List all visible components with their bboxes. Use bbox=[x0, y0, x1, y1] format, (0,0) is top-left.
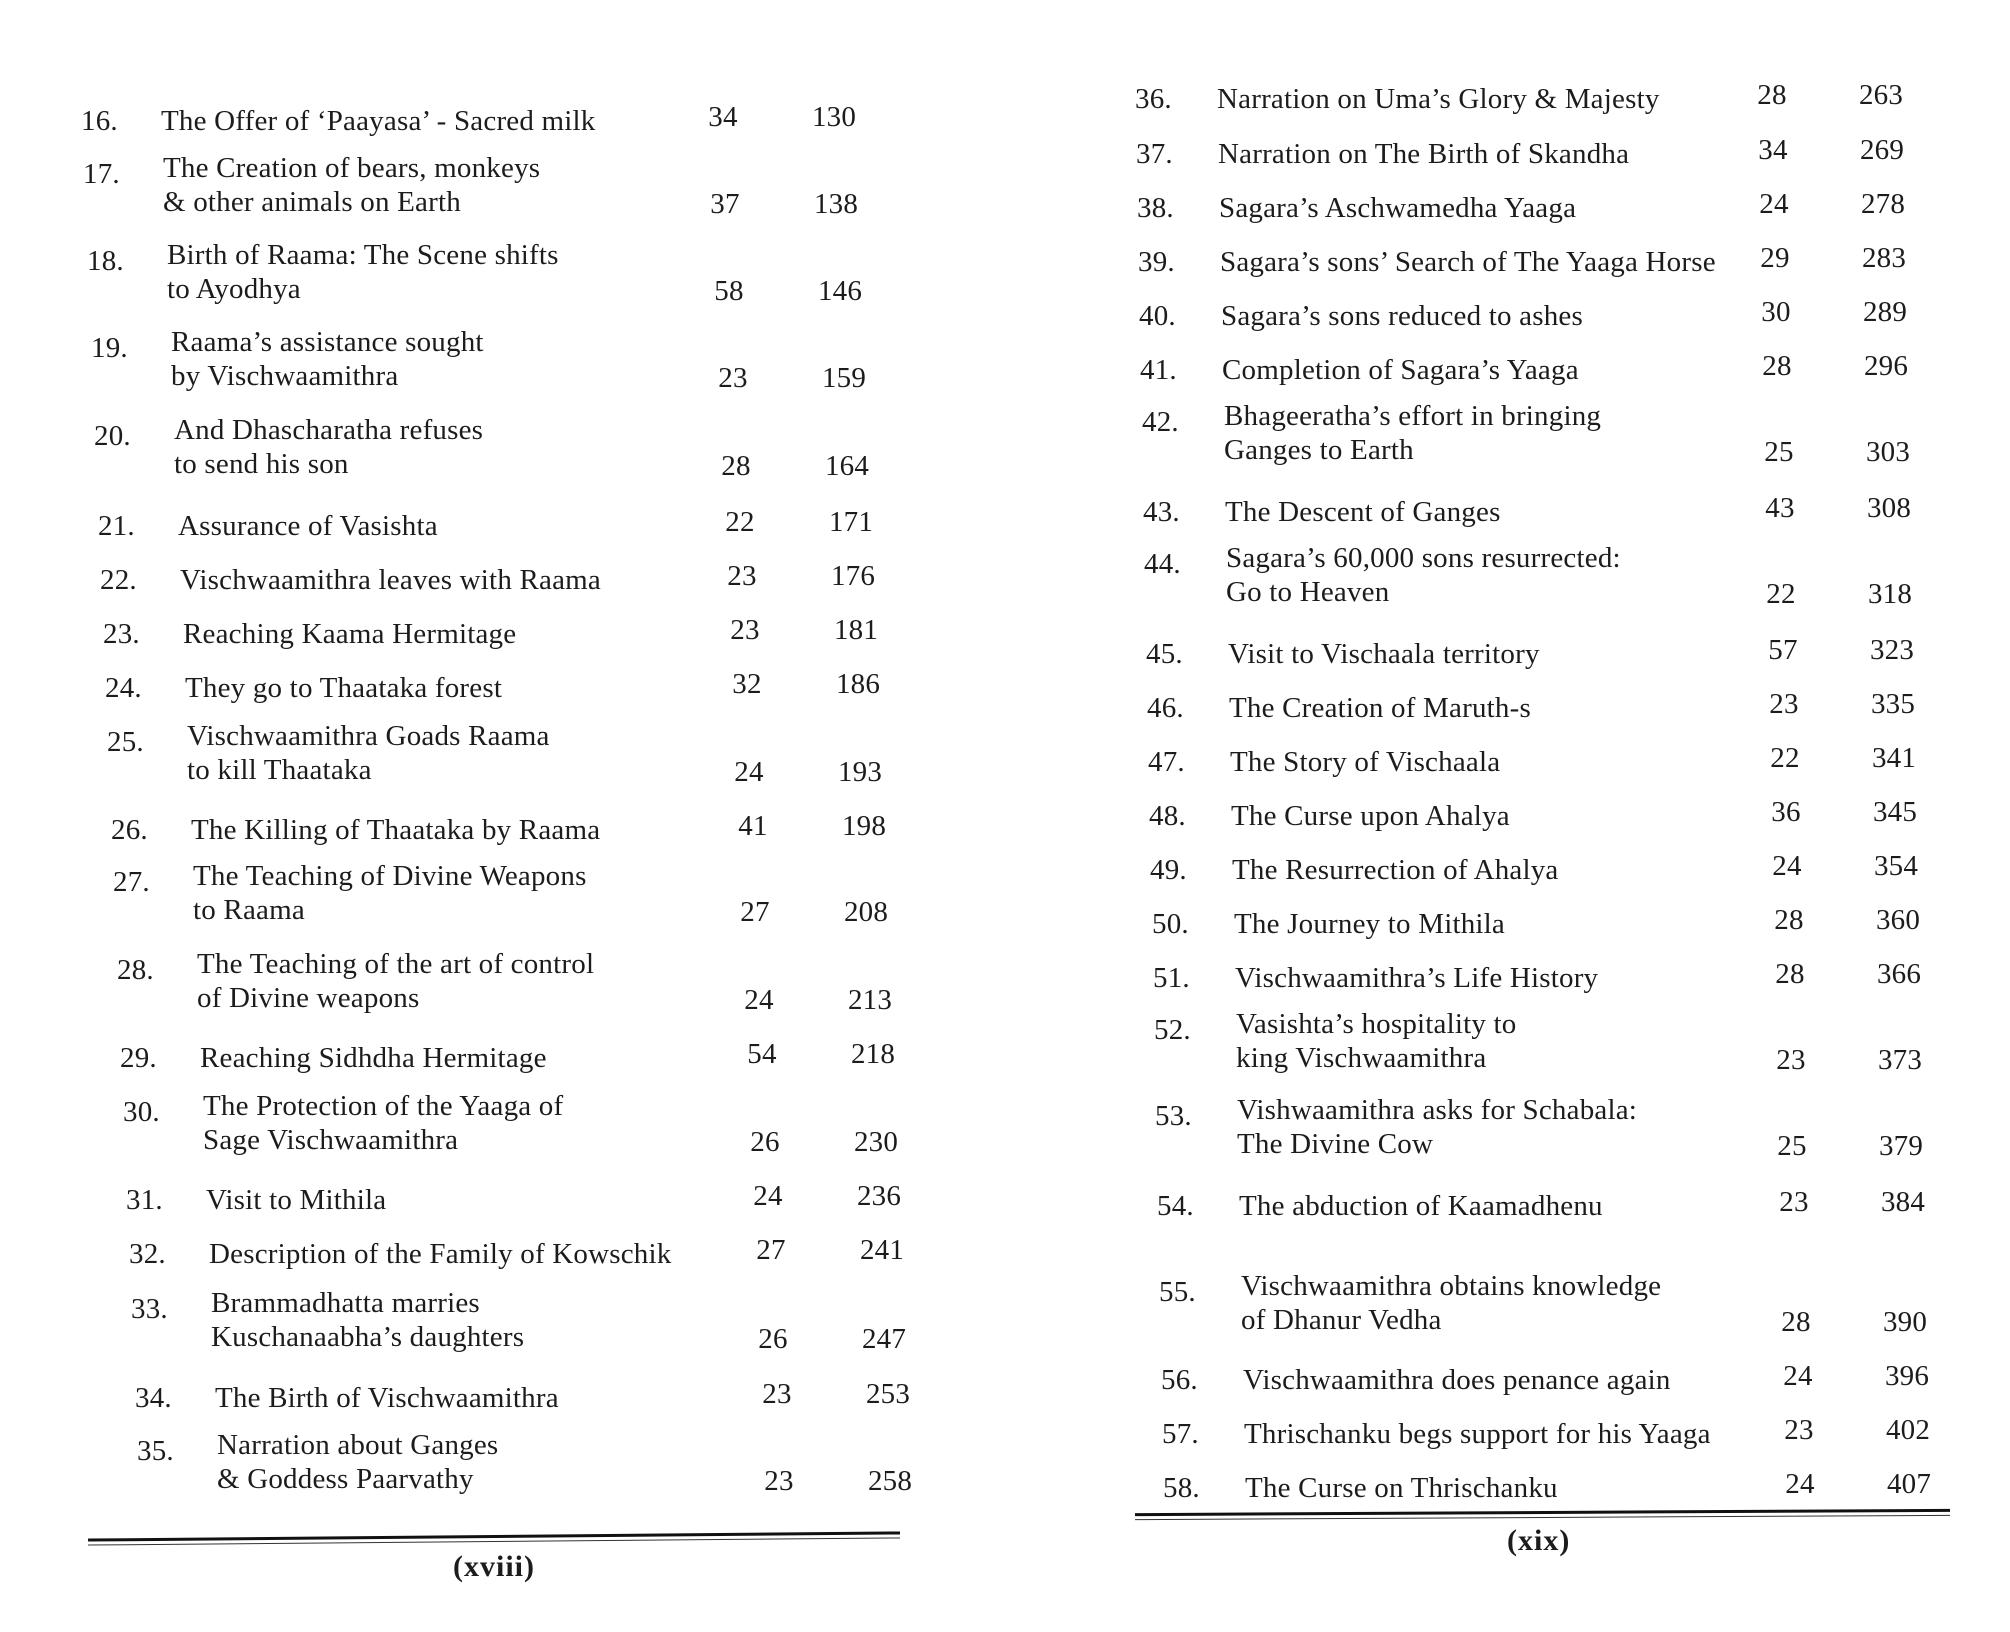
chapter-title bbox=[1230, 745, 1500, 779]
page-reference: 241 bbox=[859, 1234, 905, 1266]
verse-count: 23 bbox=[1784, 1414, 1814, 1446]
page-reference: 396 bbox=[1884, 1360, 1930, 1392]
verse-count: 29 bbox=[1760, 242, 1790, 274]
verse-count: 41 bbox=[738, 810, 768, 842]
chapter-title bbox=[1232, 853, 1559, 887]
chapter-title-line: Vischwaamithra leaves with Raama bbox=[180, 564, 601, 596]
chapter-number: 49. bbox=[1150, 854, 1187, 886]
chapter-title bbox=[1217, 82, 1660, 116]
page-reference: 278 bbox=[1860, 188, 1906, 220]
chapter-number: 51. bbox=[1153, 962, 1190, 994]
chapter-number: 58. bbox=[1163, 1472, 1200, 1504]
chapter-title bbox=[1245, 1471, 1558, 1505]
chapter-title bbox=[1239, 1189, 1603, 1223]
verse-count: 23 bbox=[762, 1378, 792, 1410]
page-reference: 130 bbox=[811, 101, 857, 133]
verse-count: 23 bbox=[1769, 688, 1799, 720]
chapter-title-line: Go to Heaven bbox=[1226, 576, 1390, 608]
verse-count: 24 bbox=[1785, 1468, 1815, 1500]
page-reference: 289 bbox=[1862, 296, 1908, 328]
chapter-title-line: Sagara’s 60,000 sons resurrected: bbox=[1226, 542, 1621, 574]
page-reference: 181 bbox=[833, 614, 879, 646]
chapter-title-line: of Divine weapons bbox=[197, 982, 420, 1014]
page-reference: 341 bbox=[1871, 742, 1917, 774]
page-reference: 335 bbox=[1870, 688, 1916, 720]
chapter-title-line: Birth of Raama: The Scene shifts bbox=[167, 239, 559, 271]
chapter-title bbox=[178, 509, 438, 543]
verse-count: 23 bbox=[727, 560, 757, 592]
chapter-title bbox=[206, 1183, 386, 1217]
chapter-title-line: Vishwaamithra asks for Schabala: bbox=[1237, 1094, 1638, 1126]
page-reference: 198 bbox=[841, 810, 887, 842]
chapter-title-line: Raama’s assistance sought bbox=[171, 326, 484, 358]
verse-count: 54 bbox=[747, 1038, 777, 1070]
page-reference: 176 bbox=[830, 560, 876, 592]
verse-count: 26 bbox=[750, 1126, 780, 1158]
chapter-title-line: The Story of Vischaala bbox=[1230, 746, 1501, 778]
verse-count: 25 bbox=[1764, 436, 1794, 468]
page-reference: 186 bbox=[835, 668, 881, 700]
chapter-title-line: The abduction of Kaamadhenu bbox=[1239, 1190, 1603, 1222]
chapter-title bbox=[1226, 541, 1621, 609]
chapter-title bbox=[1229, 691, 1531, 725]
chapter-title-line: Bhageeratha’s effort in bringing bbox=[1224, 400, 1602, 432]
chapter-title-line: by Vischwaamithra bbox=[171, 360, 399, 392]
chapter-number: 33. bbox=[131, 1293, 168, 1325]
chapter-title bbox=[1221, 299, 1583, 333]
chapter-number: 52. bbox=[1154, 1014, 1191, 1046]
chapter-title bbox=[1244, 1417, 1711, 1451]
chapter-title bbox=[180, 563, 601, 597]
chapter-title-line: Vischwaamithra Goads Raama bbox=[187, 720, 550, 752]
chapter-title-line: to Raama bbox=[193, 894, 305, 926]
chapter-title bbox=[191, 813, 600, 847]
page-reference: 159 bbox=[821, 362, 867, 394]
chapter-number: 24. bbox=[105, 672, 142, 704]
page-reference: 323 bbox=[1869, 634, 1915, 666]
chapter-number: 16. bbox=[81, 105, 118, 137]
right-page bbox=[1000, 0, 2010, 1632]
page-reference: 308 bbox=[1866, 492, 1912, 524]
page-reference: 384 bbox=[1880, 1186, 1926, 1218]
chapter-title-line: Sagara’s sons reduced to ashes bbox=[1221, 300, 1583, 332]
chapter-title-line: And Dhascharatha refuses bbox=[174, 414, 484, 446]
page-reference: 345 bbox=[1872, 796, 1918, 828]
verse-count: 34 bbox=[1758, 134, 1788, 166]
verse-count: 57 bbox=[1768, 634, 1798, 666]
chapter-title bbox=[197, 947, 594, 1015]
chapter-title-line: The Creation of Maruth-s bbox=[1229, 692, 1531, 724]
verse-count: 32 bbox=[732, 668, 762, 700]
page-reference: 253 bbox=[865, 1378, 911, 1410]
chapter-number: 43. bbox=[1143, 496, 1180, 528]
verse-count: 24 bbox=[753, 1180, 783, 1212]
chapter-title bbox=[217, 1428, 498, 1496]
chapter-number: 30. bbox=[123, 1096, 160, 1128]
chapter-number: 41. bbox=[1140, 354, 1177, 386]
chapter-title bbox=[1220, 245, 1716, 279]
verse-count: 23 bbox=[764, 1465, 794, 1497]
chapter-title bbox=[1241, 1269, 1661, 1337]
verse-count: 24 bbox=[734, 756, 764, 788]
chapter-title-line: Description of the Family of Kowschik bbox=[209, 1238, 672, 1270]
verse-count: 23 bbox=[1779, 1186, 1809, 1218]
left-page bbox=[0, 0, 1000, 1632]
chapter-title bbox=[174, 413, 483, 481]
chapter-number: 46. bbox=[1147, 692, 1184, 724]
chapter-title-line: The Descent of Ganges bbox=[1225, 496, 1501, 528]
chapter-title-line: Kuschanaabha’s daughters bbox=[211, 1321, 525, 1353]
page-reference: 366 bbox=[1876, 958, 1922, 990]
chapter-title-line: & other animals on Earth bbox=[163, 186, 461, 218]
chapter-title bbox=[1235, 961, 1598, 995]
chapter-title-line: to send his son bbox=[174, 448, 349, 480]
chapter-title bbox=[193, 859, 587, 927]
verse-count: 22 bbox=[1766, 578, 1796, 610]
verse-count: 24 bbox=[744, 984, 774, 1016]
chapter-number: 28. bbox=[117, 954, 154, 986]
chapter-number: 25. bbox=[107, 726, 144, 758]
chapter-number: 40. bbox=[1139, 300, 1176, 332]
chapter-title-line: The Divine Cow bbox=[1237, 1128, 1434, 1160]
chapter-number: 35. bbox=[137, 1435, 174, 1467]
chapter-title-line: The Curse upon Ahalya bbox=[1231, 800, 1510, 832]
chapter-title bbox=[1228, 637, 1540, 671]
page-reference: 164 bbox=[824, 450, 870, 482]
page-reference: 171 bbox=[828, 506, 874, 538]
page-reference: 269 bbox=[1859, 134, 1905, 166]
footer-rule bbox=[88, 1531, 900, 1538]
page-reference: 208 bbox=[843, 896, 889, 928]
chapter-number: 48. bbox=[1149, 800, 1186, 832]
page-reference: 303 bbox=[1865, 436, 1911, 468]
chapter-number: 37. bbox=[1136, 138, 1173, 170]
chapter-number: 53. bbox=[1155, 1100, 1192, 1132]
page-reference: 402 bbox=[1885, 1414, 1931, 1446]
chapter-number: 44. bbox=[1144, 548, 1181, 580]
chapter-number: 50. bbox=[1152, 908, 1189, 940]
page-reference: 146 bbox=[817, 275, 863, 307]
chapter-title-line: Sagara’s Aschwamedha Yaaga bbox=[1219, 192, 1577, 224]
verse-count: 58 bbox=[714, 275, 744, 307]
verse-count: 28 bbox=[1781, 1306, 1811, 1338]
page-reference: 318 bbox=[1867, 578, 1913, 610]
page-reference: 236 bbox=[856, 1180, 902, 1212]
chapter-title bbox=[1237, 1093, 1637, 1161]
chapter-title bbox=[203, 1089, 563, 1157]
page-reference: 263 bbox=[1858, 79, 1904, 111]
chapter-title-line: The Teaching of Divine Weapons bbox=[193, 860, 587, 892]
chapter-number: 36. bbox=[1135, 83, 1172, 115]
footer-rule bbox=[1135, 1509, 1950, 1513]
chapter-title bbox=[1219, 191, 1576, 225]
chapter-title-line: Narration about Ganges bbox=[217, 1429, 499, 1461]
chapter-number: 34. bbox=[135, 1382, 172, 1414]
chapter-title bbox=[1234, 907, 1505, 941]
chapter-title bbox=[1218, 137, 1629, 171]
chapter-number: 54. bbox=[1157, 1190, 1194, 1222]
verse-count: 34 bbox=[708, 101, 738, 133]
chapter-title-line: Sage Vischwaamithra bbox=[203, 1124, 459, 1156]
page-number: (xviii) bbox=[453, 1550, 535, 1583]
chapter-title-line: Assurance of Vasishta bbox=[178, 510, 438, 542]
chapter-title-line: king Vischwaamithra bbox=[1236, 1042, 1487, 1074]
chapter-title-line: Vasishta’s hospitality to bbox=[1236, 1008, 1517, 1040]
chapter-title-line: The Creation of bears, monkeys bbox=[163, 152, 541, 184]
chapter-number: 23. bbox=[103, 618, 140, 650]
chapter-number: 55. bbox=[1159, 1276, 1196, 1308]
chapter-title bbox=[215, 1381, 559, 1415]
verse-count: 24 bbox=[1772, 850, 1802, 882]
chapter-number: 21. bbox=[98, 510, 135, 542]
page-reference: 354 bbox=[1873, 850, 1919, 882]
chapter-title-line: Narration on The Birth of Skandha bbox=[1218, 138, 1630, 170]
verse-count: 24 bbox=[1783, 1360, 1813, 1392]
chapter-title-line: to kill Thaataka bbox=[187, 754, 372, 786]
chapter-number: 31. bbox=[126, 1184, 163, 1216]
chapter-number: 22. bbox=[100, 564, 137, 596]
page-reference: 373 bbox=[1877, 1044, 1923, 1076]
chapter-title bbox=[211, 1286, 524, 1354]
chapter-number: 17. bbox=[83, 158, 120, 190]
verse-count: 26 bbox=[758, 1323, 788, 1355]
chapter-title-line: Vischwaamithra does penance again bbox=[1243, 1364, 1671, 1396]
chapter-title bbox=[187, 719, 550, 787]
chapter-title-line: of Dhanur Vedha bbox=[1241, 1304, 1442, 1336]
verse-count: 28 bbox=[721, 450, 751, 482]
chapter-title-line: The Birth of Vischwaamithra bbox=[215, 1382, 559, 1414]
verse-count: 23 bbox=[1776, 1044, 1806, 1076]
chapter-title-line: Vischwaamithra obtains knowledge bbox=[1241, 1270, 1662, 1302]
chapter-title-line: Brammadhatta marries bbox=[211, 1287, 480, 1319]
page-reference: 379 bbox=[1878, 1130, 1924, 1162]
chapter-title-line: The Teaching of the art of control bbox=[197, 948, 595, 980]
page-reference: 230 bbox=[853, 1126, 899, 1158]
chapter-number: 56. bbox=[1161, 1364, 1198, 1396]
chapter-title bbox=[171, 325, 484, 393]
chapter-title-line: to Ayodhya bbox=[167, 273, 301, 305]
chapter-title bbox=[185, 671, 502, 705]
chapter-title-line: Visit to Mithila bbox=[206, 1184, 387, 1216]
page-reference: 138 bbox=[813, 188, 859, 220]
chapter-title-line: Thrischanku begs support for his Yaaga bbox=[1244, 1418, 1711, 1450]
page-reference: 258 bbox=[867, 1465, 913, 1497]
chapter-title bbox=[1222, 353, 1579, 387]
verse-count: 28 bbox=[1757, 79, 1787, 111]
chapter-number: 45. bbox=[1146, 638, 1183, 670]
page-reference: 213 bbox=[847, 984, 893, 1016]
chapter-number: 38. bbox=[1137, 192, 1174, 224]
chapter-title-line: The Journey to Mithila bbox=[1234, 908, 1505, 940]
chapter-title bbox=[1243, 1363, 1671, 1397]
verse-count: 25 bbox=[1777, 1130, 1807, 1162]
chapter-number: 19. bbox=[91, 332, 128, 364]
chapter-title-line: Reaching Sidhdha Hermitage bbox=[200, 1042, 547, 1074]
chapter-title-line: Ganges to Earth bbox=[1224, 434, 1414, 466]
chapter-title-line: The Killing of Thaataka by Raama bbox=[191, 814, 601, 846]
page-reference: 360 bbox=[1875, 904, 1921, 936]
chapter-title bbox=[161, 104, 596, 138]
chapter-title-line: The Curse on Thrischanku bbox=[1245, 1472, 1558, 1504]
chapter-title bbox=[167, 238, 559, 306]
chapter-title-line: Sagara’s sons’ Search of The Yaaga Horse bbox=[1220, 246, 1716, 278]
page-reference: 247 bbox=[861, 1323, 907, 1355]
page-number: (xix) bbox=[1507, 1524, 1571, 1557]
chapter-title-line: & Goddess Paarvathy bbox=[217, 1463, 474, 1495]
chapter-title-line: Completion of Sagara’s Yaaga bbox=[1222, 354, 1579, 386]
chapter-title bbox=[163, 151, 540, 219]
chapter-number: 39. bbox=[1138, 246, 1175, 278]
chapter-title-line: The Offer of ‘Paayasa’ - Sacred milk bbox=[161, 105, 596, 137]
chapter-number: 18. bbox=[87, 245, 124, 277]
verse-count: 36 bbox=[1771, 796, 1801, 828]
chapter-title bbox=[183, 617, 516, 651]
chapter-number: 29. bbox=[120, 1042, 157, 1074]
chapter-number: 27. bbox=[113, 866, 150, 898]
chapter-title bbox=[1231, 799, 1510, 833]
verse-count: 28 bbox=[1762, 350, 1792, 382]
chapter-title bbox=[1225, 495, 1501, 529]
chapter-title bbox=[209, 1237, 671, 1271]
page-reference: 296 bbox=[1863, 350, 1909, 382]
chapter-title bbox=[1236, 1007, 1517, 1075]
verse-count: 27 bbox=[756, 1234, 786, 1266]
verse-count: 28 bbox=[1774, 904, 1804, 936]
verse-count: 24 bbox=[1759, 188, 1789, 220]
verse-count: 22 bbox=[1770, 742, 1800, 774]
verse-count: 43 bbox=[1765, 492, 1795, 524]
chapter-number: 42. bbox=[1142, 406, 1179, 438]
chapter-number: 32. bbox=[129, 1238, 166, 1270]
page-reference: 407 bbox=[1886, 1468, 1932, 1500]
chapter-title-line: Narration on Uma’s Glory & Majesty bbox=[1217, 83, 1660, 115]
chapter-title bbox=[1224, 399, 1601, 467]
verse-count: 23 bbox=[730, 614, 760, 646]
chapter-number: 20. bbox=[94, 420, 131, 452]
chapter-number: 47. bbox=[1148, 746, 1185, 778]
page-reference: 283 bbox=[1861, 242, 1907, 274]
verse-count: 28 bbox=[1775, 958, 1805, 990]
verse-count: 22 bbox=[725, 506, 755, 538]
chapter-number: 57. bbox=[1162, 1418, 1199, 1450]
verse-count: 30 bbox=[1761, 296, 1791, 328]
chapter-title-line: The Resurrection of Ahalya bbox=[1232, 854, 1559, 886]
chapter-title-line: They go to Thaataka forest bbox=[185, 672, 503, 704]
chapter-title-line: Reaching Kaama Hermitage bbox=[183, 618, 517, 650]
page-reference: 193 bbox=[837, 756, 883, 788]
chapter-title bbox=[200, 1041, 547, 1075]
page-reference: 218 bbox=[850, 1038, 896, 1070]
page-reference: 390 bbox=[1882, 1306, 1928, 1338]
chapter-title-line: The Protection of the Yaaga of bbox=[203, 1090, 564, 1122]
chapter-number: 26. bbox=[111, 814, 148, 846]
verse-count: 27 bbox=[740, 896, 770, 928]
chapter-title-line: Vischwaamithra’s Life History bbox=[1235, 962, 1599, 994]
chapter-title-line: Visit to Vischaala territory bbox=[1228, 638, 1540, 670]
verse-count: 23 bbox=[718, 362, 748, 394]
verse-count: 37 bbox=[710, 188, 740, 220]
